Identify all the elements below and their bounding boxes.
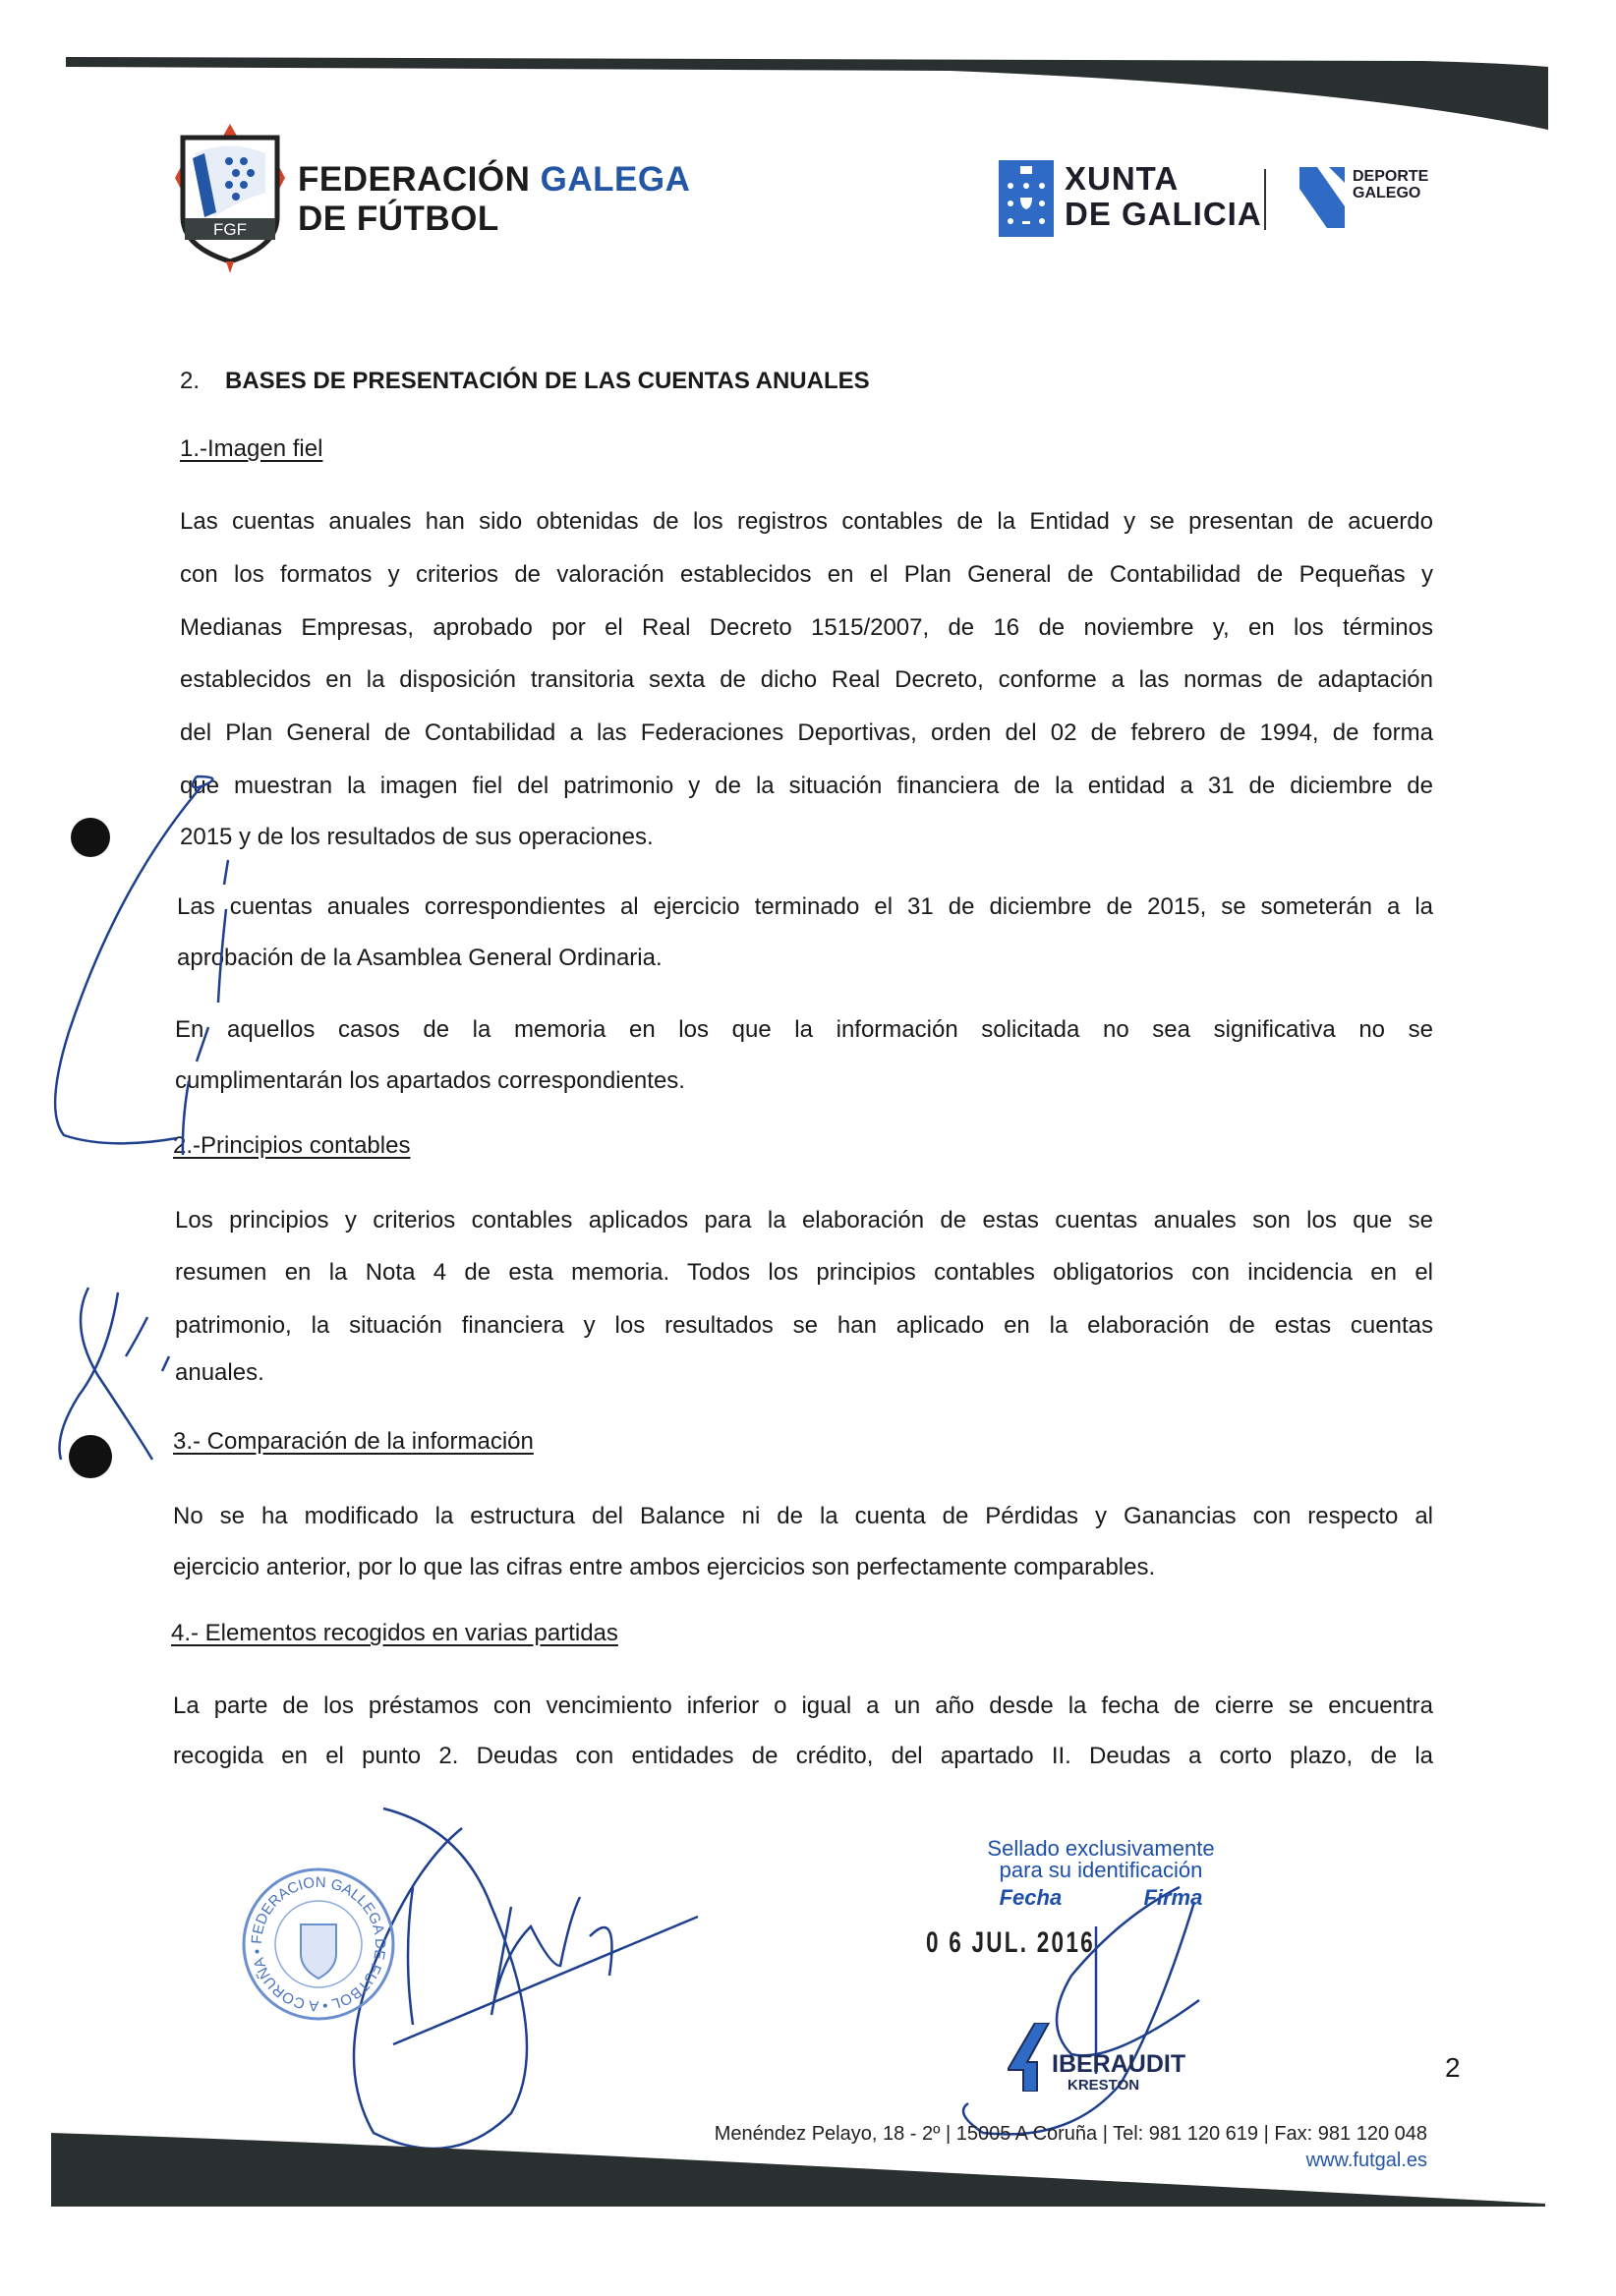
firma-label: Firma [1143,1885,1203,1910]
fgf-logo-text: FGF [213,220,247,239]
federation-name-a: FEDERACIÓN [298,160,531,199]
header-bar [66,57,1548,130]
section-heading [180,368,870,395]
paragraph-line: ejercicio anterior, por lo que las cifras entre ambos ejercicios son perfectamente comparables. [173,1554,1156,1580]
subsection-title: 1.-Imagen fiel [180,435,323,462]
stamp-date: 0 6 JUL. 2016 [926,1926,1095,1959]
audit-line1: Sellado exclusivamente [987,1836,1215,1861]
federation-name [298,160,690,239]
paragraph-line: cumplimentarán los apartados correspondientes. [175,1067,685,1094]
federation-name-line2: DE FÚTBOL [298,200,499,238]
xunta-name [1065,161,1262,232]
deporte-galego-name [1353,168,1428,201]
paragraph-line: Las cuentas anuales han sido obtenidas de los registros contables de la Entidad y se presentan de acuerdo [180,508,1433,535]
xunta-coat-of-arms-icon [999,160,1054,237]
section-number: 2. [180,368,201,394]
auditor-name: IBERAUDIT [1052,2050,1186,2078]
paragraph-line: Los principios y criterios contables aplicados para la elaboración de estas cuentas anuales son los que se [175,1207,1433,1234]
paragraph-line: La parte de los préstamos con vencimiento inferior o igual a un año desde la fecha de cierre se encuentra [173,1693,1433,1719]
logo-divider [1264,169,1266,230]
paragraph-line: establecidos en la disposición transitoria sexta de dicho Real Decreto, conforme a las normas de adaptación [180,666,1433,693]
fecha-label: Fecha [999,1885,1063,1910]
paragraph-line: No se ha modificado la estructura del Balance ni de la cuenta de Pérdidas y Ganancias con respecto al [173,1503,1433,1529]
fgf-shield-logo [175,124,285,273]
federation-seal-stamp [240,1866,397,2023]
paragraph-line: recogida en el punto 2. Deudas con entidades de crédito, del apartado II. Deudas a corto plazo, de la [173,1743,1433,1769]
footer-bar [51,2133,1545,2207]
deporte-line1: DEPORTE [1353,168,1429,185]
xunta-line2: DE GALICIA [1065,196,1262,232]
paragraph-line: que muestran la imagen fiel del patrimonio y de la situación financiera de la entidad a 31 de diciembre de [180,773,1433,799]
paragraph-line: Medianas Empresas, aprobado por el Real Decreto 1515/2007, de 16 de noviembre y, en los términos [180,614,1433,641]
footer-address: Menéndez Pelayo, 18 - 2º | 15005 A Coruña | Tel: 981 120 619 | Fax: 981 120 048 [714,2123,1427,2145]
federation-name-b: GALEGA [540,160,691,199]
paragraph-line: En aquellos casos de la memoria en los que la información solicitada no sea significativa no se [175,1016,1433,1043]
iberaudit-logo-icon [1008,2023,1057,2092]
audit-line2: para su identificación [999,1858,1203,1882]
section-title: BASES DE PRESENTACIÓN DE LAS CUENTAS ANUALES [225,368,870,394]
xunta-line1: XUNTA [1065,160,1180,197]
deporte-line2: GALEGO [1353,185,1421,201]
paragraph-line: resumen en la Nota 4 de esta memoria. Todos los principios contables obligatorios con incidencia en el [175,1259,1433,1286]
paragraph-line: con los formatos y criterios de valoración establecidos en el Plan General de Contabilidad de Pequeñas y [180,561,1433,588]
audit-stamp-text [958,1838,1243,1909]
auditor-sub: KRESTON [1068,2077,1140,2094]
paragraph-line: del Plan General de Contabilidad a las Federaciones Deportivas, orden del 02 de febrero de 1994, de forma [180,719,1433,746]
paragraph-line: anuales. [175,1359,264,1386]
paragraph-line: patrimonio, la situación financiera y los resultados se han aplicado en la elaboración de estas cuentas [175,1312,1433,1339]
subsection-title: 4.- Elementos recogidos en varias partidas [171,1620,618,1646]
iberaudit-name [1052,2051,1185,2095]
paragraph-line: 2015 y de los resultados de sus operaciones. [180,824,654,850]
paragraph-line: Las cuentas anuales correspondientes al ejercicio terminado el 31 de diciembre de 2015, se someterán a la [177,893,1433,920]
subsection-title: 2.-Principios contables [173,1132,411,1159]
paragraph-line: aprobación de la Asamblea General Ordinaria. [177,945,663,971]
footer-website[interactable]: www.futgal.es [1305,2150,1427,2171]
subsection-title: 3.- Comparación de la información [173,1428,534,1455]
seal-text: FEDERACION GALLEGA DE FUTBOL • A CORUÑA • [248,1873,389,2015]
deporte-galego-icon [1299,167,1345,228]
page-number: 2 [1445,2052,1461,2083]
